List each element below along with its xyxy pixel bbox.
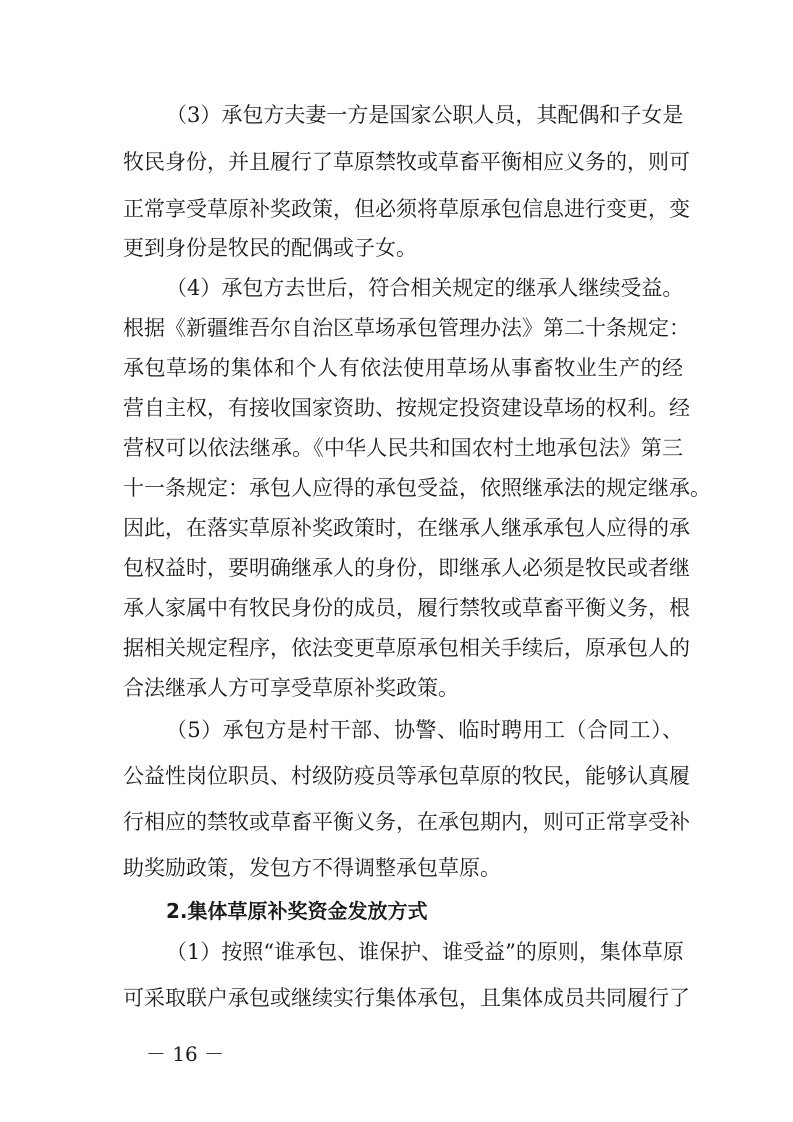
page-number: － 16 － xyxy=(145,1042,225,1066)
paragraph-3-line-2: 牧民身份，并且履行了草原禁牧或草畜平衡相应义务的，则可 xyxy=(123,150,690,174)
paragraph-after-heading-line-2: 可采取联户承包或继续实行集体承包，且集体成员共同履行了 xyxy=(123,986,690,1010)
paragraph-5-line-1: （5）承包方是村干部、协警、临时聘用工（合同工）、 xyxy=(166,718,683,742)
paragraph-4-line-7: 因此，在落实草原补奖政策时，在继承人继承承包人应得的承 xyxy=(123,516,690,540)
paragraph-3-line-4: 更到身份是牧民的配偶或子女。 xyxy=(123,236,417,260)
section-heading: 2.集体草原补奖资金发放方式 xyxy=(166,899,428,923)
paragraph-after-heading-line-1: （1）按照“谁承包、谁保护、谁受益”的原则，集体草原 xyxy=(166,940,684,964)
paragraph-4-line-10: 据相关规定程序，依法变更草原承包相关手续后，原承包人的 xyxy=(123,636,690,660)
paragraph-4-line-11: 合法继承人方可享受草原补奖政策。 xyxy=(123,676,459,700)
paragraph-4-line-5: 营权可以依法继承。《中华人民共和国农村土地承包法》第三 xyxy=(123,436,683,460)
paragraph-4-line-4: 营自主权，有接收国家资助、按规定投资建设草场的权利。经 xyxy=(123,396,690,420)
paragraph-5-line-3: 行相应的禁牧或草畜平衡义务，在承包期内，则可正常享受补 xyxy=(123,810,690,834)
paragraph-5-line-4: 助奖励政策，发包方不得调整承包草原。 xyxy=(123,856,501,880)
paragraph-3-line-1: （3）承包方夫妻一方是国家公职人员，其配偶和子女是 xyxy=(166,103,684,127)
paragraph-4-line-3: 承包草场的集体和个人有依法使用草场从事畜牧业生产的经 xyxy=(123,356,683,380)
paragraph-5-line-2: 公益性岗位职员、村级防疫员等承包草原的牧民，能够认真履 xyxy=(123,764,690,788)
paragraph-4-line-1: （4）承包方去世后，符合相关规定的继承人继续受益。 xyxy=(166,276,684,300)
paragraph-4-line-6: 十一条规定：承包人应得的承包受益，依照继承法的规定继承。 xyxy=(123,476,711,500)
paragraph-4-line-9: 承人家属中有牧民身份的成员，履行禁牧或草畜平衡义务，根 xyxy=(123,596,690,620)
paragraph-4-line-2: 根据《新疆维吾尔自治区草场承包管理办法》第二十条规定： xyxy=(123,316,690,340)
paragraph-3-line-3: 正常享受草原补奖政策，但必须将草原承包信息进行变更，变 xyxy=(123,197,690,221)
paragraph-4-line-8: 包权益时，要明确继承人的身份，即继承人必须是牧民或者继 xyxy=(123,556,690,580)
